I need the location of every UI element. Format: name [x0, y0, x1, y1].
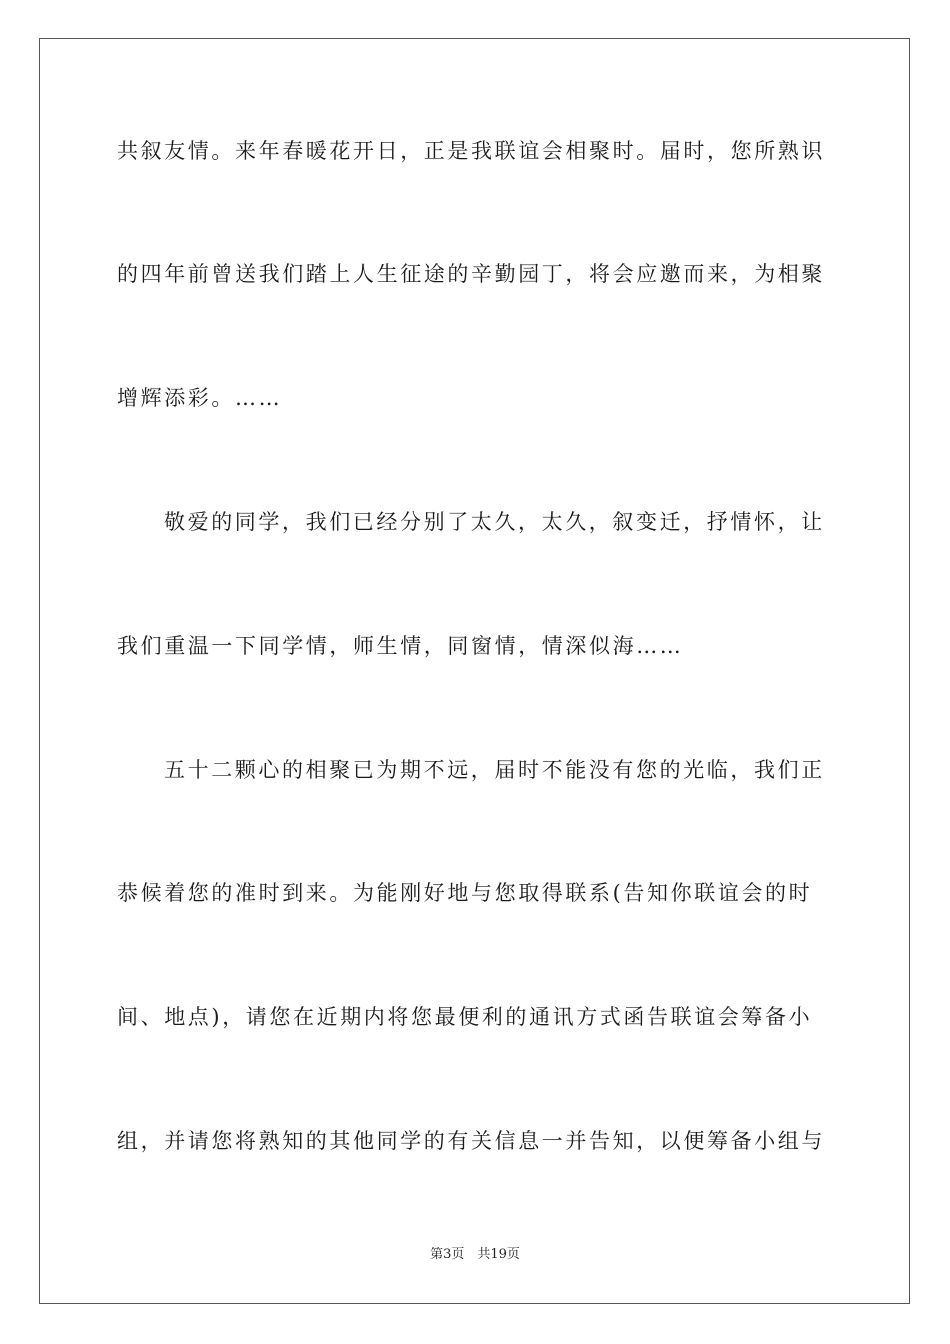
body-text-line: 共叙友情。来年春暖花开日，正是我联谊会相聚时。届时，您所熟识	[117, 139, 825, 163]
body-text-line: 我们重温一下同学情，师生情，同窗情，情深似海……	[117, 634, 684, 658]
body-text-line: 间、地点)，请您在近期内将您最便利的通讯方式函告联谊会筹备小	[117, 1005, 813, 1029]
paragraph-start-line: 敬爱的同学，我们已经分别了太久，太久，叙变迁，抒情怀，让	[164, 510, 825, 534]
paragraph-start-line: 五十二颗心的相聚已为期不远，届时不能没有您的光临，我们正	[164, 758, 825, 782]
body-text-line: 组，并请您将熟知的其他同学的有关信息一并告知，以便筹备小组与	[117, 1129, 825, 1153]
page-border	[39, 38, 910, 1304]
page-number-footer: 第3页 共19页	[430, 1247, 520, 1262]
body-text-line: 恭候着您的准时到来。为能刚好地与您取得联系(告知你联谊会的时	[117, 881, 813, 905]
body-text-line: 的四年前曾送我们踏上人生征途的辛勤园丁，将会应邀而来，为相聚	[117, 262, 825, 286]
body-text-line: 增辉添彩。……	[117, 386, 283, 410]
